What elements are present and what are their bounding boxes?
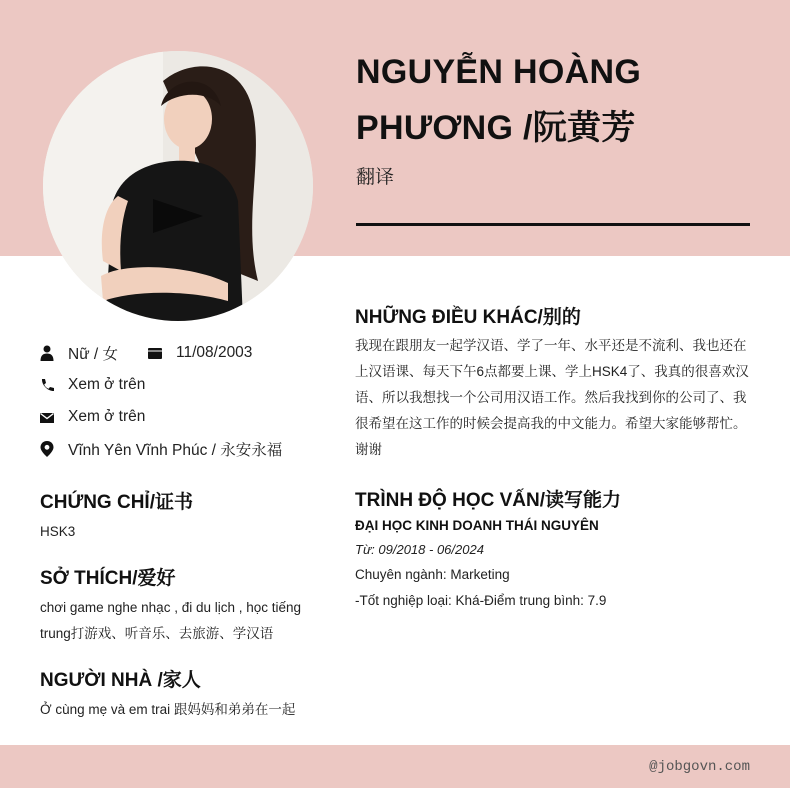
education-dates: Từ: 09/2018 - 06/2024 [355,542,484,557]
hobbies-heading: SỞ THÍCH/爱好 [40,568,176,589]
contact-row-email [40,405,340,429]
profile-photo [43,51,313,321]
phone-icon [40,377,54,393]
education-major: Chuyên ngành: Marketing [355,567,510,582]
birthdate-text: 11/08/2003 [176,344,253,361]
calendar-icon [148,345,162,361]
email-text: Xem ở trên [68,408,146,425]
phone-text: Xem ở trên [68,376,146,393]
job-title: 翻译 [356,167,395,188]
hobbies-text: chơi game nghe nhạc , đi du lịch , học tiếng trung打游戏、听音乐、去旅游、学汉语 [40,600,302,641]
location-pin-icon [40,441,54,457]
contact-row-phone [40,373,340,397]
certificates-text: HSK3 [40,524,76,539]
gender-text: Nữ / 女 [68,346,118,363]
family-heading: NGƯỜI NHÀ /家人 [40,670,201,691]
person-icon [40,345,54,361]
certificates-heading: CHỨNG CHỈ/证书 [40,492,193,513]
candidate-name: NGUYỄN HOÀNG PHƯƠNG /阮黄芳 [356,53,642,147]
education-school: ĐẠI HỌC KINH DOANH THÁI NGUYÊN [355,518,599,533]
other-text: 我现在跟朋友一起学汉语、学了一年、水平还是不流利、我也还在上汉语课、每天下午6点都要上课、学上HSK4了、我真的很喜欢汉语、所以我想找一个公司用汉语工作。然后我找到你的公司了、我很希望在这工作的时候会提高我的中文能力。希望大家能够帮忙。谢谢 [355,338,749,457]
education-heading: TRÌNH ĐỘ HỌC VẤN/读写能力 [355,490,622,511]
other-heading: NHỮNG ĐIỀU KHÁC/别的 [355,307,581,328]
contact-row-gender-birthdate [40,341,340,365]
family-text: Ở cùng mẹ và em trai 跟妈妈和弟弟在一起 [40,702,296,717]
footer-watermark: @jobgovn.com [649,759,750,775]
education-grade: -Tốt nghiệp loại: Khá-Điểm trung bình: 7.9 [355,593,607,608]
contact-row-address [40,437,340,461]
address-text: Vĩnh Yên Vĩnh Phúc / 永安永福 [68,442,283,459]
title-divider [356,223,750,226]
mail-icon [40,409,54,425]
